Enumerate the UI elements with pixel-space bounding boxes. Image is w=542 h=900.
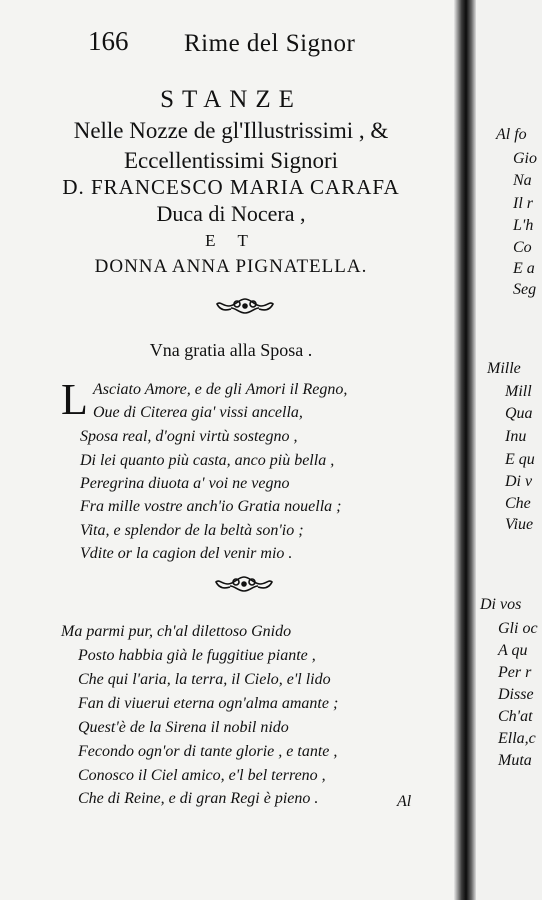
verse-fragment: L'h [513, 217, 534, 234]
verse-line: Fan di viuerui eterna ogn'alma amante ; [78, 695, 339, 712]
verse-line: Peregrina diuota a' voi ne vegno [80, 475, 290, 492]
verse-line: Ma parmi pur, ch'al dilettoso Gnido [61, 623, 292, 640]
verse-fragment: Ch'at [498, 708, 533, 725]
title-line: Eccellentissimi Signori [124, 148, 338, 173]
verse-fragment: Gli oc [498, 620, 538, 637]
verse-fragment: Il r [513, 195, 533, 212]
ornament-icon [214, 574, 274, 594]
verse-line: Asciato Amore, e de gli Amori il Regno, [93, 381, 348, 398]
verse-fragment: Muta [498, 752, 532, 769]
verse-fragment: Che [505, 495, 531, 512]
catchword: Al [397, 793, 412, 810]
verse-line: Posto habbia già le fuggitiue piante , [78, 647, 316, 664]
verse-fragment: Disse [498, 686, 534, 703]
verse-line: Sposa real, d'ogni virtù sostegno , [80, 428, 298, 445]
verse-fragment: Di v [505, 473, 533, 490]
verse-line: Vdite or la cagion del venir mio . [80, 545, 293, 562]
verse-line: Conosco il Ciel amico, e'l bel terreno , [78, 767, 326, 784]
verse-fragment: Mill [505, 383, 532, 400]
verse-fragment: E qu [505, 451, 535, 468]
verse-line: Quest'è de la Sirena il nobil nido [78, 719, 289, 736]
section-heading: STANZE [160, 86, 302, 113]
verse-fragment: Inu [505, 428, 527, 445]
book-gutter [454, 0, 476, 900]
verse-line: Oue di Citerea gia' vissi ancella, [93, 404, 303, 421]
title-line: Duca di Nocera , [156, 201, 306, 226]
stanza-subtitle: Vna gratia alla Sposa . [149, 340, 313, 360]
running-head: Rime del Signor [184, 30, 356, 57]
verse-line: Che di Reine, e di gran Regi è pieno . [78, 790, 319, 807]
verse-fragment: Mille [487, 360, 521, 377]
verse-fragment: Na [513, 172, 532, 189]
page-number: 166 [88, 26, 129, 56]
verse-fragment: Gio [513, 150, 537, 167]
verse-fragment: Di vos [480, 596, 522, 613]
verse-fragment: Qua [505, 405, 533, 422]
verse-line: Fecondo ogn'or di tante glorie , e tante , [78, 743, 338, 760]
verse-fragment: Viue [505, 516, 534, 533]
title-line: Nelle Nozze de gl'Illustrissimi , & [73, 118, 389, 143]
drop-cap: L [61, 375, 88, 424]
title-line: DONNA ANNA PIGNATELLA. [94, 256, 368, 277]
verse-line: Vita, e splendor de la beltà son'io ; [80, 522, 304, 539]
verse-fragment: E a [513, 260, 535, 277]
ornament-icon [215, 296, 275, 316]
verse-fragment: Ella,c [498, 730, 536, 747]
title-line: D. FRANCESCO MARIA CARAFA [62, 175, 400, 199]
verse-fragment: A qu [498, 642, 528, 659]
verse-fragment: Seg [513, 281, 537, 298]
title-line: E T [205, 231, 257, 250]
verse-fragment: Co [513, 239, 532, 256]
verse-line: Di lei quanto più casta, anco più bella , [80, 452, 335, 469]
verse-fragment: Al fo [496, 126, 527, 143]
verse-fragment: Per r [498, 664, 532, 681]
verse-line: Che qui l'aria, la terra, il Cielo, e'l lido [78, 671, 331, 688]
verse-line: Fra mille vostre anch'io Gratia nouella ; [80, 498, 342, 515]
right-page [476, 0, 542, 900]
